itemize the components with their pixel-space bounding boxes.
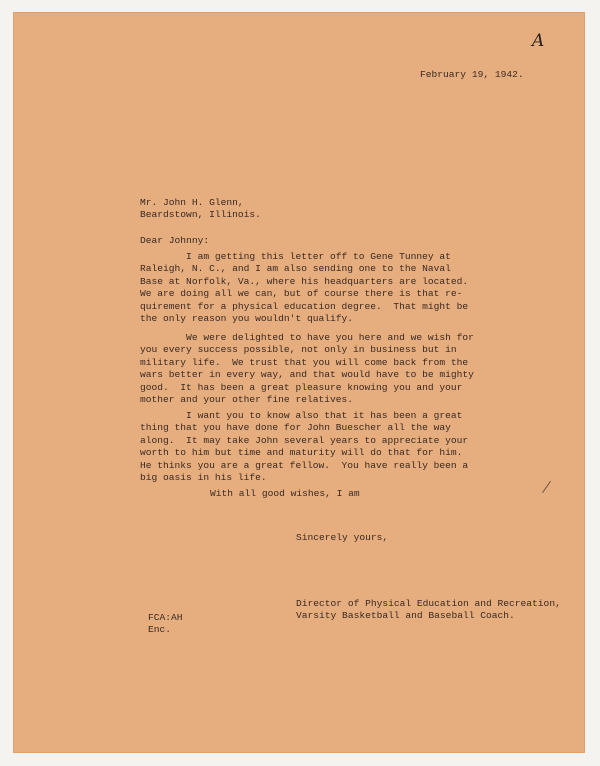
sign-off: Sincerely yours, (296, 532, 389, 543)
salutation: Dear Johnny: (140, 235, 210, 246)
closing-wish: With all good wishes, I am (210, 488, 360, 499)
reference-initials: FCA:AH (148, 612, 183, 623)
recipient-name: Mr. John H. Glenn, (140, 197, 244, 208)
signature-title-line-2: Varsity Basketball and Baseball Coach. (296, 610, 515, 621)
signature-title-line-1: Director of Physical Education and Recreation, (296, 598, 561, 609)
letter-page (13, 12, 585, 753)
paragraph-2: We were delighted to have you here and we wish for you every success possible, not only in business but in military life. We trust that you will come back from the wars better in every way, and that would have to be mighty good. It has been a great pleasure knowing you and your mother and your other fine relatives. (140, 332, 474, 406)
paragraph-3: I want you to know also that it has been a great thing that you have done for John Buescher all the way along. It may take John several years to appreciate your worth to him but time and maturity will do that for him. He thinks you are a great fellow. You have really been a big oasis in his life. (140, 410, 469, 484)
paragraph-1: I am getting this letter off to Gene Tunney at Raleigh, N. C., and I am also sending one to the Naval Base at Norfolk, Va., where his headquarters are located. We are doing all we can, but of course there is that re- quirement for a physical education degree. That might be the only reason you wouldn't qualify. (140, 251, 469, 325)
recipient-address: Beardstown, Illinois. (140, 209, 261, 220)
letter-date: February 19, 1942. (420, 69, 524, 80)
margin-mark: A (532, 31, 545, 51)
enclosure-note: Enc. (148, 624, 172, 635)
